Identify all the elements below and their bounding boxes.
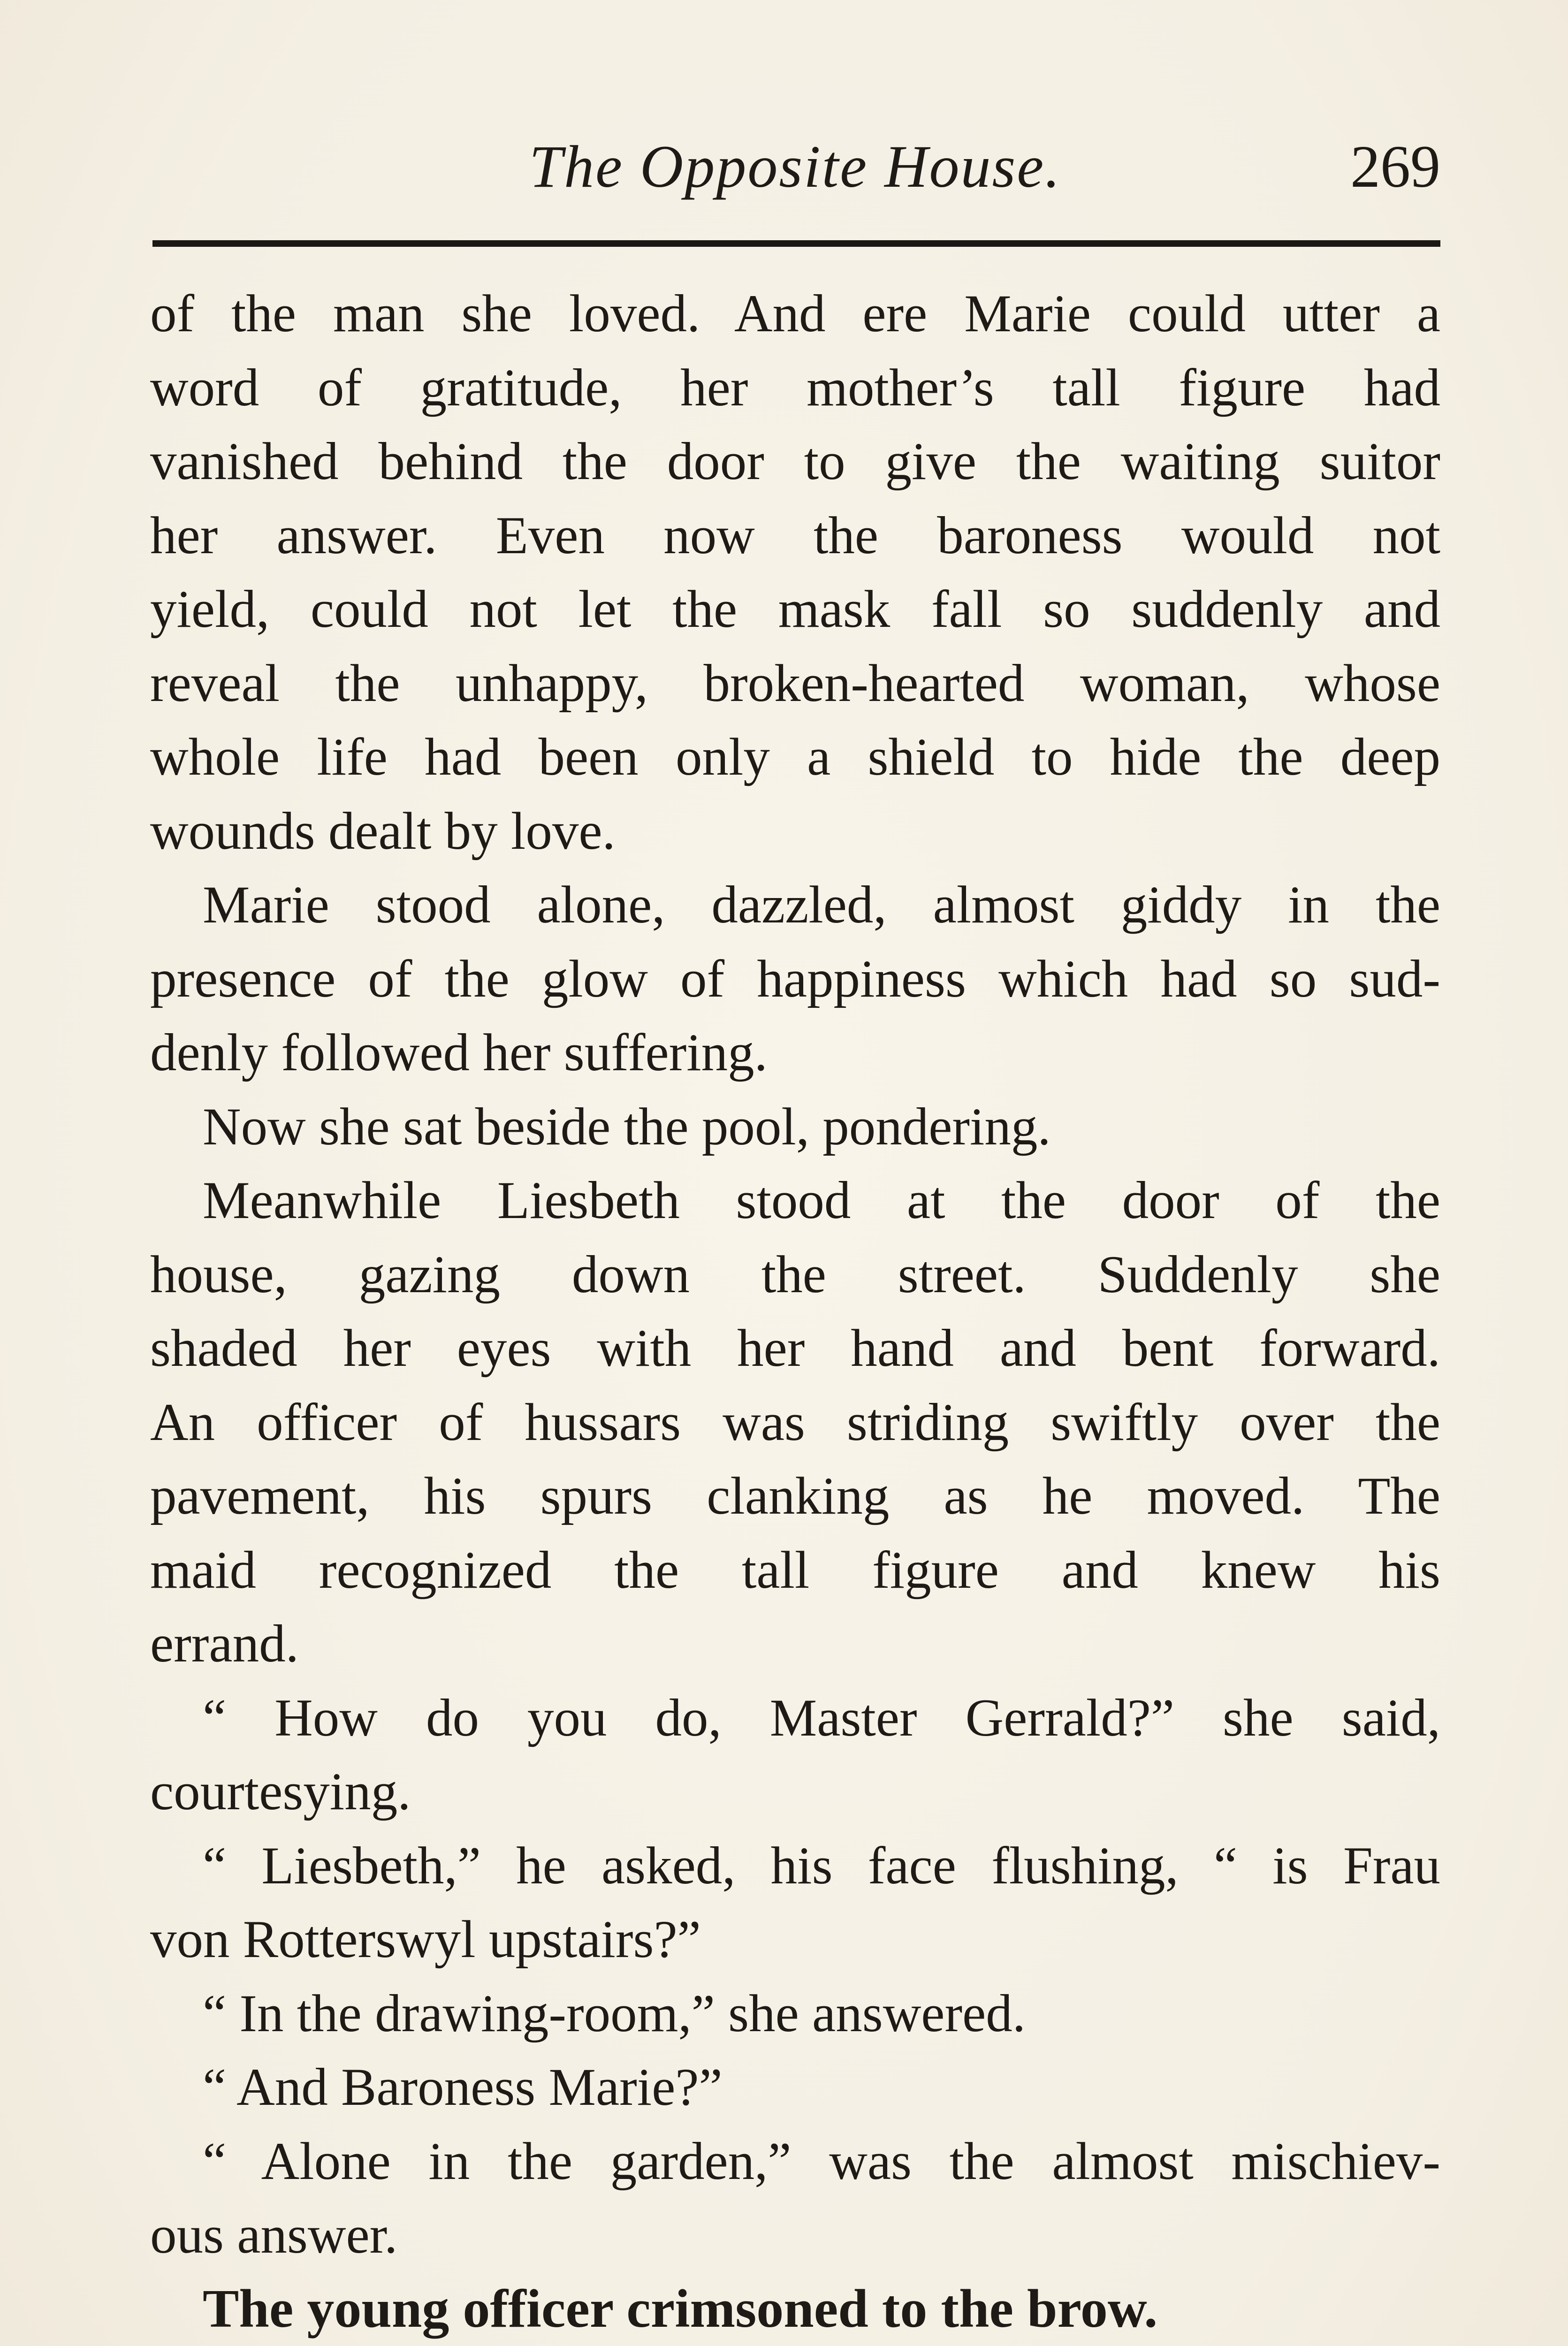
body-text — [150, 277, 1440, 2346]
header-rule — [152, 240, 1440, 247]
text-line: von Rotterswyl upstairs?” — [150, 1910, 701, 1969]
text-line: pavement, his spurs clanking as he moved. The — [150, 1467, 1440, 1525]
paragraph — [150, 1977, 1440, 2051]
text-line: Meanwhile Liesbeth stood at the door of the — [203, 1171, 1440, 1230]
text-line: vanished behind the door to give the waiting suitor — [150, 432, 1440, 491]
text-line: word of gratitude, her mother’s tall figure had — [150, 358, 1440, 417]
text-line: shaded her eyes with her hand and bent forward. — [150, 1319, 1440, 1378]
text-line: wounds dealt by love. — [150, 801, 616, 861]
paragraph — [150, 1829, 1440, 1977]
text-line: The young officer crimsoned to the brow. — [203, 2278, 1158, 2339]
text-line: her answer. Even now the baroness would not — [150, 506, 1440, 565]
text-line: “ In the drawing-room,” she answered. — [203, 1984, 1026, 2043]
page-header — [150, 127, 1440, 206]
text-line: courtesying. — [150, 1762, 411, 1821]
text-line: of the man she loved. And ere Marie could utter a — [150, 284, 1440, 343]
text-line: “ Liesbeth,” he asked, his face flushing, “ is Frau — [203, 1836, 1440, 1895]
paragraph — [150, 2125, 1440, 2272]
page-number: 269 — [1350, 133, 1440, 200]
paragraph — [150, 1164, 1440, 1681]
paragraph — [150, 1681, 1440, 1829]
text-line: Now she sat beside the pool, pondering. — [203, 1097, 1051, 1156]
text-line: An officer of hussars was striding swiftly over the — [150, 1393, 1440, 1452]
text-line: presence of the glow of happiness which had so sud- — [150, 949, 1440, 1008]
text-line: “ How do you do, Master Gerrald?” she said, — [203, 1688, 1440, 1747]
text-line: house, gazing down the street. Suddenly she — [150, 1245, 1440, 1304]
paragraph — [150, 2050, 1440, 2125]
text-line: denly followed her suffering. — [150, 1023, 768, 1082]
paragraph — [150, 2272, 1440, 2346]
paragraph — [150, 277, 1440, 868]
paragraph — [150, 1090, 1440, 1164]
running-title: The Opposite House. — [529, 133, 1062, 200]
text-line: “ Alone in the garden,” was the almost mischiev- — [203, 2132, 1440, 2191]
text-line: ous answer. — [150, 2206, 398, 2264]
text-line: maid recognized the tall figure and knew his — [150, 1540, 1440, 1600]
text-line: yield, could not let the mask fall so suddenly and — [150, 580, 1440, 639]
text-line: Marie stood alone, dazzled, almost giddy in the — [203, 876, 1440, 934]
text-line: whole life had been only a shield to hide the deep — [150, 728, 1440, 786]
text-line: “ And Baroness Marie?” — [203, 2058, 723, 2117]
text-line: reveal the unhappy, broken-hearted woman, whose — [150, 654, 1440, 713]
paragraph — [150, 868, 1440, 1090]
text-line: errand. — [150, 1615, 299, 1673]
